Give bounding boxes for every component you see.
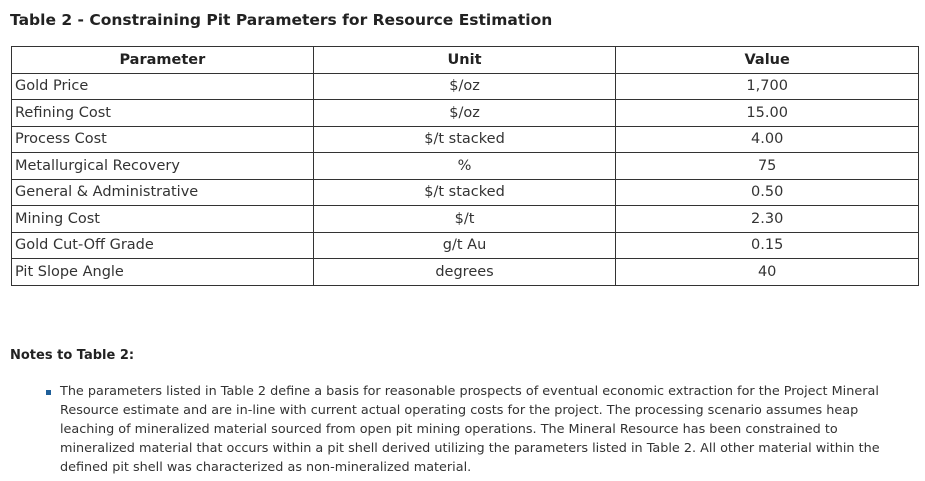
list-item	[46, 382, 916, 477]
parameter-cell: Gold Cut-Off Grade	[12, 232, 314, 259]
parameters-table	[11, 46, 919, 286]
notes-list	[46, 382, 916, 477]
table-title: Table 2 - Constraining Pit Parameters for Resource Estimation	[10, 11, 553, 29]
parameter-cell: Process Cost	[12, 126, 314, 153]
header-unit: Unit	[313, 47, 616, 74]
unit-cell: $/oz	[313, 100, 616, 127]
table-row	[12, 259, 919, 286]
value-cell: 40	[616, 259, 919, 286]
header-parameter: Parameter	[12, 47, 314, 74]
table-header-row	[12, 47, 919, 74]
unit-cell: $/t stacked	[313, 126, 616, 153]
table-row	[12, 206, 919, 233]
table-row	[12, 73, 919, 100]
value-cell: 1,700	[616, 73, 919, 100]
parameter-cell: Metallurgical Recovery	[12, 153, 314, 180]
parameter-cell: General & Administrative	[12, 179, 314, 206]
unit-cell: degrees	[313, 259, 616, 286]
table-row	[12, 100, 919, 127]
note-text: The parameters listed in Table 2 define a basis for reasonable prospects of eventual economic extraction for the Project Mineral Resource estimate and are in-line with current actual operating costs for the project. The processing scenario assumes heap leaching of mineralized material sourced from open pit mining operations. The Mineral Resource has been constrained to mineralized material that occurs within a pit shell derived utilizing the parameters listed in Table 2. All other material within the defined pit shell was characterized as non-mineralized material.	[60, 384, 880, 475]
parameter-cell: Refining Cost	[12, 100, 314, 127]
table-row	[12, 179, 919, 206]
parameter-cell: Mining Cost	[12, 206, 314, 233]
header-value: Value	[616, 47, 919, 74]
unit-cell: g/t Au	[313, 232, 616, 259]
table-row	[12, 153, 919, 180]
square-bullet-icon	[46, 390, 51, 395]
value-cell: 75	[616, 153, 919, 180]
value-cell: 0.50	[616, 179, 919, 206]
parameter-cell: Gold Price	[12, 73, 314, 100]
unit-cell: $/t	[313, 206, 616, 233]
unit-cell: %	[313, 153, 616, 180]
value-cell: 2.30	[616, 206, 919, 233]
value-cell: 0.15	[616, 232, 919, 259]
table-row	[12, 232, 919, 259]
notes-heading: Notes to Table 2:	[10, 348, 135, 363]
table-row	[12, 126, 919, 153]
value-cell: 15.00	[616, 100, 919, 127]
unit-cell: $/t stacked	[313, 179, 616, 206]
parameter-cell: Pit Slope Angle	[12, 259, 314, 286]
value-cell: 4.00	[616, 126, 919, 153]
unit-cell: $/oz	[313, 73, 616, 100]
